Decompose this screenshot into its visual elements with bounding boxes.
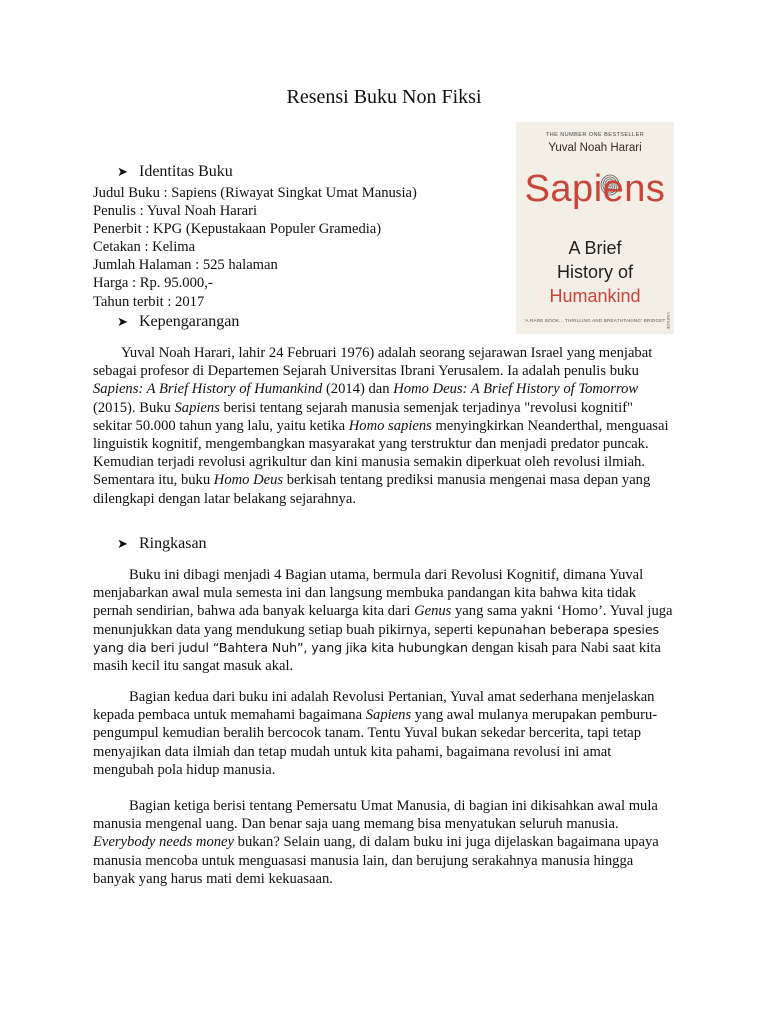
summary-paragraph-1: Buku ini dibagi menjadi 4 Bagian utama, bermula dari Revolusi Kognitif, dimana Yuval menjabarkan awal mula semesta ini dan langsung membuka pandangan kita bahwa kita tidak pernah sendirian, bahwa ada banyak keluarga kita dari Genus yang sama yakni ‘Homo’. Yuval juga menunjukkan data yang mendukung setiap buah pikirnya, seperti kepunahan beberapa spesies yang dia beri judul “Bahtera Nuh”, yang jika kita hubungkan dengan kisah para Nabi saat kita masih kecil itu sangat masuk akal. [93,567,673,675]
arrow-bullet-icon: ➤ [117,537,128,552]
cover-author: Yuval Noah Harari [548,142,642,154]
section-heading-label: Ringkasan [139,535,207,552]
identity-line: Judul Buku : Sapiens (Riwayat Singkat Umat Manusia) [93,185,417,201]
identity-line: Cetakan : Kelima [93,239,196,256]
cover-subtitle-line-1: A Brief [568,238,622,258]
identity-line: Harga : Rp. 95.000,- [93,275,213,292]
cover-publisher: VINTAGE [666,312,671,330]
section-heading-label: Identitas Buku [139,163,233,180]
summary-paragraph-2: Bagian kedua dari buku ini adalah Revolusi Pertanian, Yuval amat sederhana menjelaskan kepada pembaca untuk memahami bagaimana Sapiens yang awal mulanya merupakan pemburu-pengumpul kemudian beralih bercocok tanam. Tentu Yuval bukan sekedar bercerita, tapi tetap menyajikan data ilmiah dan tetap mudah untuk kita pahami, bagaimana revolusi ini amat mengubah pola hidup manusia. [93,689,658,778]
author-paragraph: Yuval Noah Harari, lahir 24 Februari 1976) adalah seorang sejarawan Israel yang menjabat sebagai profesor di Departemen Sejarah Universitas Ibrani Yerusalem. Ia adalah penulis buku Sapiens: A Brief History of Humankind (2014) dan Homo Deus: A Brief History of Tomorrow (2015). Buku Sapiens berisi tentang sejarah manusia semenjak terjadinya "revolusi kognitif" sekitar 50.000 tahun yang lalu, yaitu ketika Homo sapiens menyingkirkan Neanderthal, menguasai linguistik kognitif, mengembangkan masyarakat yang terstruktur dan menjadi predator puncak. Kemudian terjadi revolusi agrikultur dan kini manusia semakin diperkuat oleh revolusi ilmiah. Sementara itu, buku Homo Deus berkisah tentang prediksi manusia mengenai masa depan yang dilengkapi dengan latar belakang sejarahnya. [93,345,669,507]
page-title: Resensi Buku Non Fiksi [286,86,482,108]
arrow-bullet-icon: ➤ [117,165,128,180]
identity-line: Jumlah Halaman : 525 halaman [93,257,278,274]
book-identity-list [93,184,493,311]
identity-line: Penulis : Yuval Noah Harari [93,203,258,220]
cover-subtitle-line-2: History of [556,262,634,282]
identity-line: Tahun terbit : 2017 [93,293,205,310]
book-cover-image [516,122,674,334]
summary-paragraph-3: Bagian ketiga berisi tentang Pemersatu Umat Manusia, di bagian ini dikisahkan awal mula manusia mengenal uang. Dan benar saja uang memang bisa menyatukan seluruh manusia. Everybody needs money bukan? Selain uang, di dalam buku ini juga dijelaskan bagaimana upaya manusia mencoba untuk menguasasi manusia lain, dan berujung serakahnya manusia hingga banyak yang harus mati demi kekuasaan. [93,798,659,887]
cover-quote: 'A RARE BOOK... THRILLING AND BREATHTAKING' BRIDGET [524,318,666,323]
arrow-bullet-icon: ➤ [117,315,128,330]
cover-title: Sapiens [524,168,666,210]
section-heading-label: Kepengarangan [139,313,240,330]
section-heading-ringkasan [117,535,207,553]
section-heading-identitas [117,163,233,181]
identity-line: Penerbit : KPG (Kepustakaan Populer Gramedia) [93,221,382,238]
cover-subtitle-line-3: Humankind [549,286,641,306]
cover-tagline: THE NUMBER ONE BESTSELLER [545,132,645,138]
section-heading-kepengarangan [117,313,239,331]
